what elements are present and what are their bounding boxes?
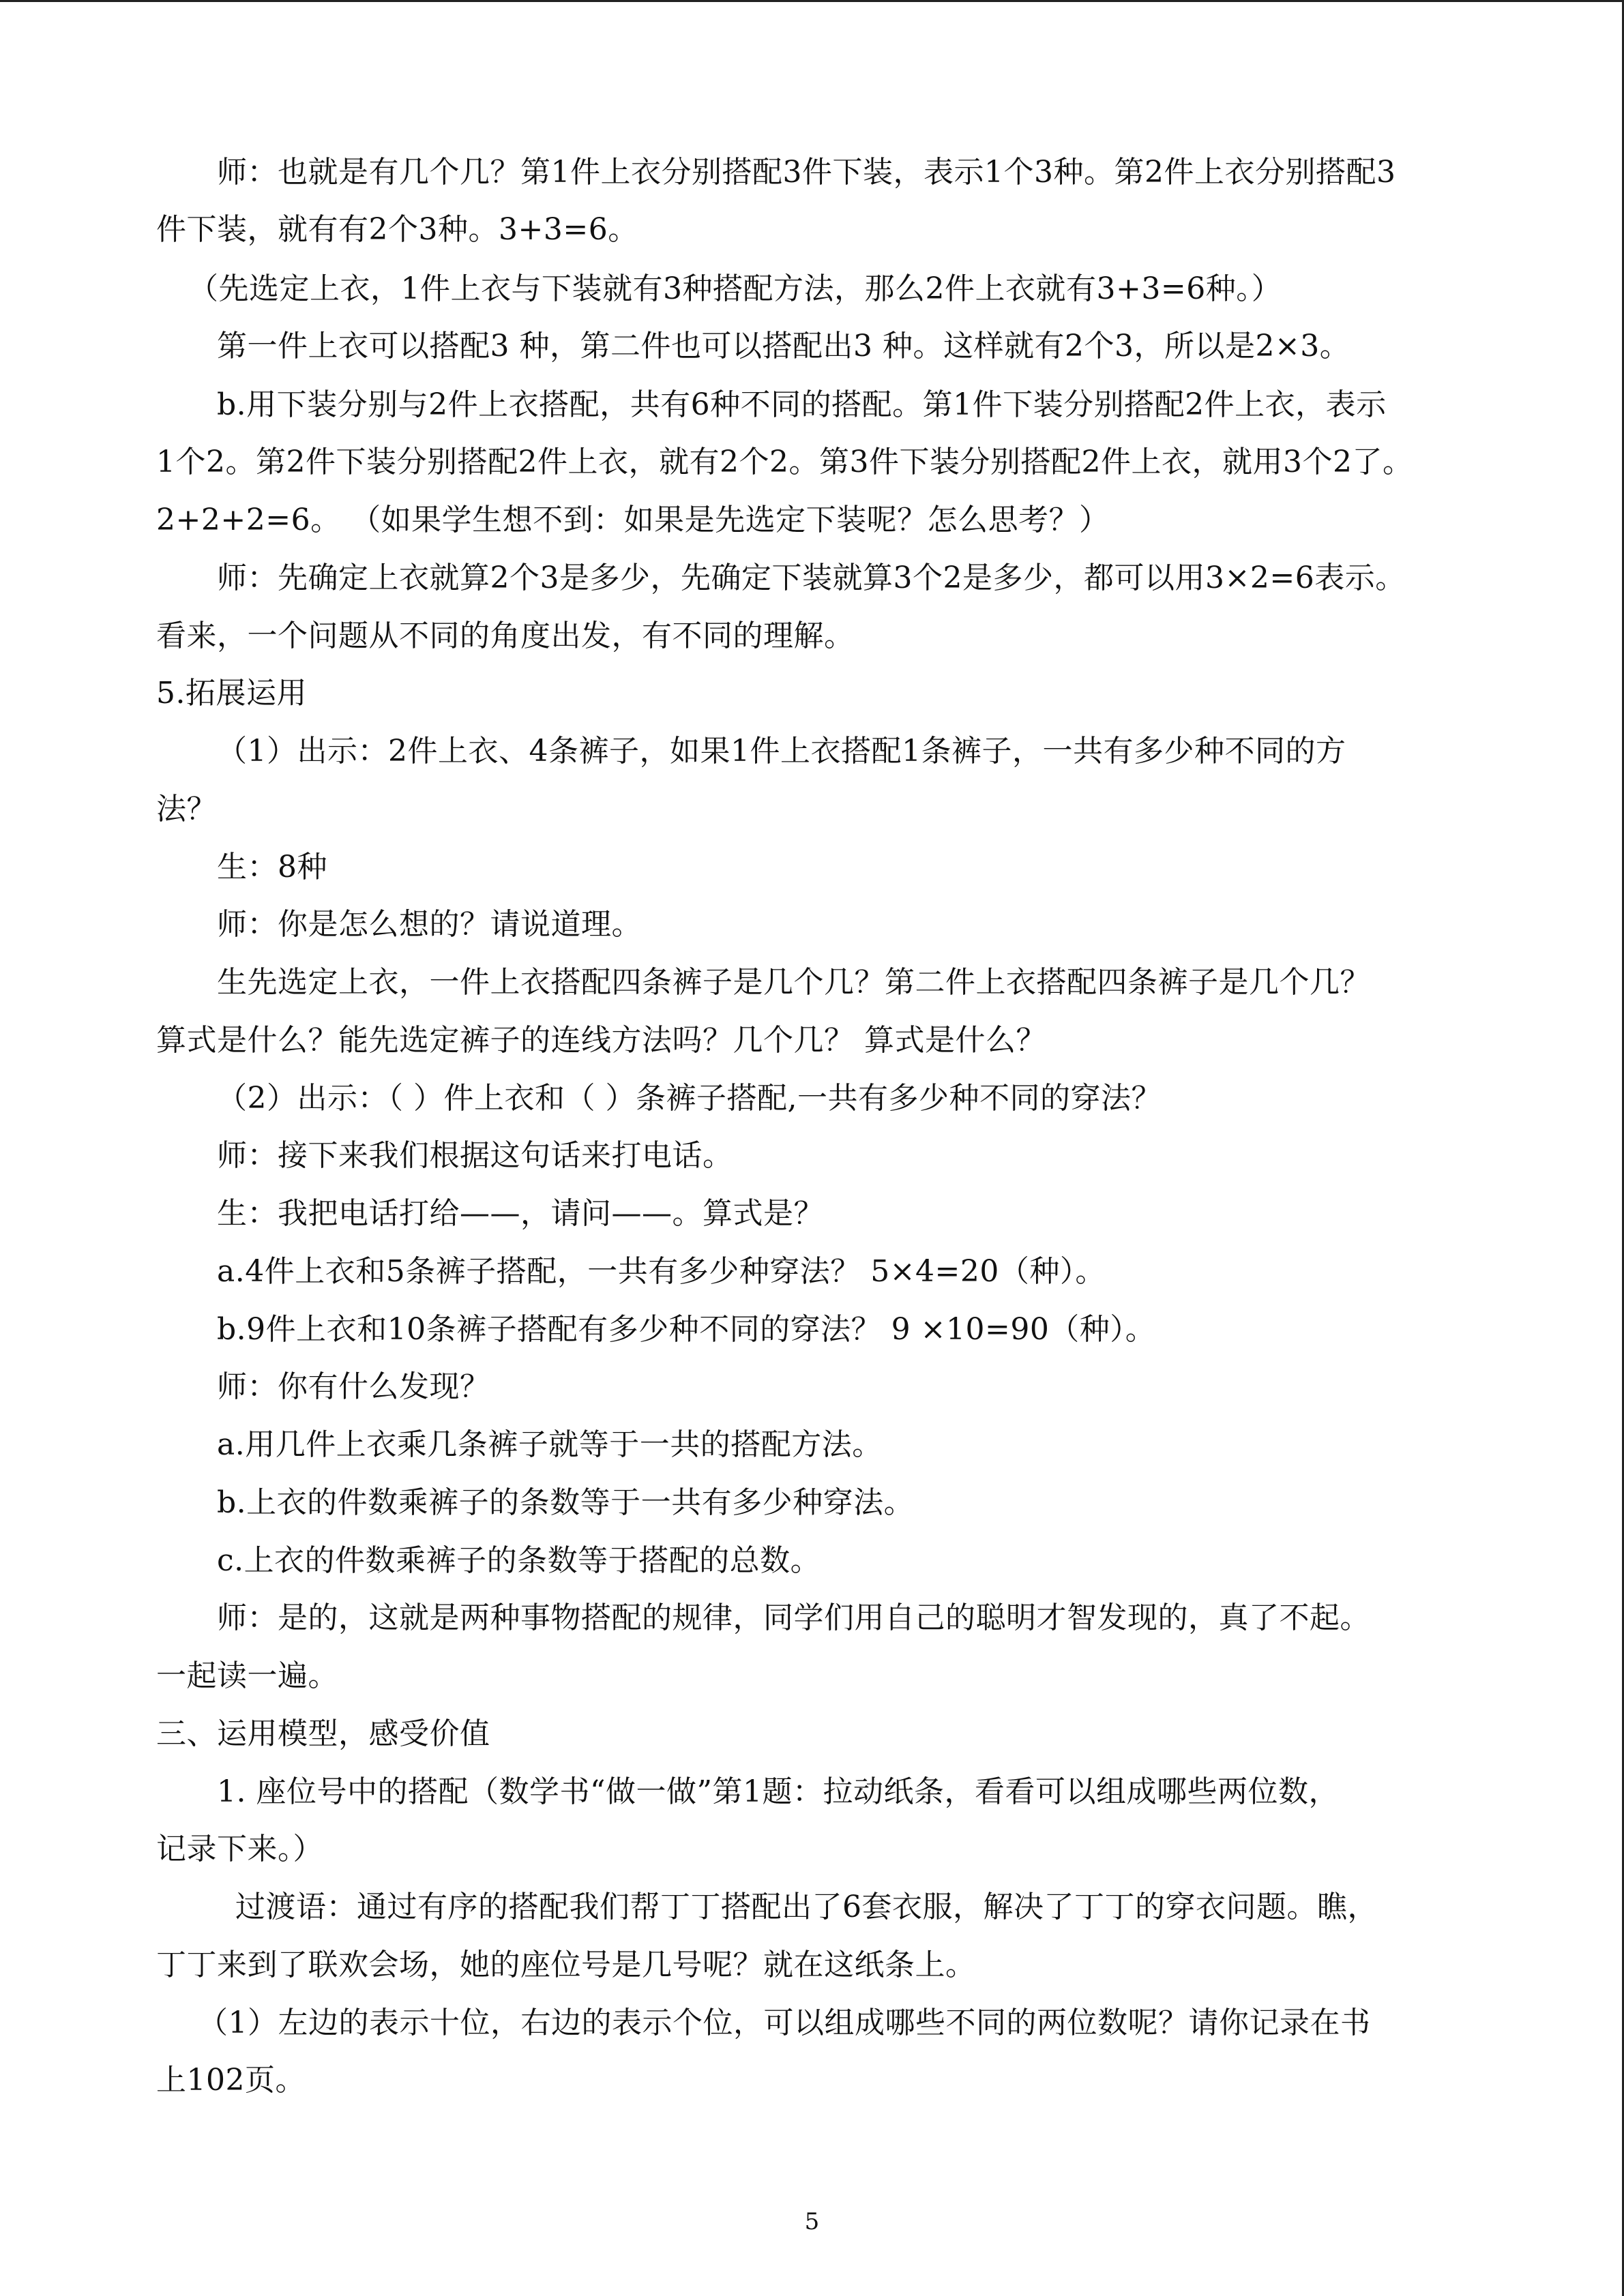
text-line: 生：我把电话打给——，请问——。算式是？ [217, 1196, 824, 1231]
text-line: 看来，一个问题从不同的角度出发，有不同的理解。 [156, 618, 855, 653]
text-line: 1个2。第2件下装分别搭配2件上衣，就有2个2。第3件下装分别搭配2件上衣，就用3个2了。 [156, 445, 1413, 479]
text-line: b.上衣的件数乘裤子的条数等于一共有多少种穿法。 [217, 1485, 915, 1520]
text-line: 师：你有什么发现？ [217, 1369, 490, 1404]
text-line: 师：接下来我们根据这句话来打电话。 [217, 1138, 733, 1173]
text-line: （1）出示：2件上衣、4条裤子，如果1件上衣搭配1条裤子，一共有多少种不同的方 [217, 734, 1346, 769]
text-line: a.4件上衣和5条裤子搭配，一共有多少种穿法？ 5×4=20（种）。 [217, 1254, 1106, 1289]
text-line: 记录下来。） [156, 1832, 323, 1866]
text-line: b.9件上衣和10条裤子搭配有多少种不同的穿法？ 9 ×10=90（种）。 [217, 1312, 1156, 1347]
text-line: 算式是什么？能先选定裤子的连线方法吗？几个几？ 算式是什么？ [156, 1023, 1046, 1058]
text-line: （2）出示：（ ）件上衣和（ ）条裤子搭配,一共有多少种不同的穿法？ [217, 1081, 1162, 1116]
text-line: （1）左边的表示十位，右边的表示个位，可以组成哪些不同的两位数呢？请你记录在书 [198, 2006, 1371, 2040]
text-line: 2+2+2=6。 （如果学生想不到：如果是先选定下装呢？怎么思考？） [156, 503, 1110, 537]
section-heading: 5.拓展运用 [156, 676, 307, 711]
page-number: 5 [804, 2208, 820, 2235]
text-line: 师：你是怎么想的？请说道理。 [217, 907, 642, 942]
text-line: 上102页。 [156, 2063, 306, 2098]
text-line: b.用下装分别与2件上衣搭配，共有6种不同的搭配。第1件下装分别搭配2件上衣，表示 [217, 387, 1387, 422]
text-line: 师：是的，这就是两种事物搭配的规律，同学们用自己的聪明才智发现的，真了不起。 [217, 1600, 1370, 1635]
section-heading: 三、运用模型，感受价值 [156, 1716, 490, 1751]
text-line: 师：也就是有几个几？第1件上衣分别搭配3件下装，表示1个3种。第2件上衣分别搭配3 [217, 155, 1396, 190]
text-line: 生：8种 [217, 850, 327, 884]
text-line: a.用几件上衣乘几条裤子就等于一共的搭配方法。 [217, 1427, 883, 1462]
text-line: 生先选定上衣，一件上衣搭配四条裤子是几个几？第二件上衣搭配四条裤子是几个几？ [217, 965, 1370, 1000]
top-border [0, 0, 1624, 2]
text-line: 师：先确定上衣就算2个3是多少，先确定下装就算3个2是多少，都可以用3×2=6表示。 [217, 561, 1406, 595]
text-line: 过渡语：通过有序的搭配我们帮丁丁搭配出了6套衣服，解决了丁丁的穿衣问题。瞧， [235, 1890, 1378, 1924]
text-line: 法？ [156, 792, 217, 826]
text-line: c.上衣的件数乘裤子的条数等于搭配的总数。 [217, 1543, 821, 1578]
text-line: 一起读一遍。 [156, 1658, 338, 1693]
text-line: 件下装，就有有2个3种。3+3=6。 [156, 212, 638, 247]
text-line: 1. 座位号中的搭配（数学书“做一做”第1题：拉动纸条，看看可以组成哪些两位数， [217, 1774, 1339, 1809]
text-line: （先选定上衣，1件上衣与下装就有3种搭配方法，那么2件上衣就有3+3=6种。） [188, 271, 1282, 306]
text-line: 丁丁来到了联欢会场，她的座位号是几号呢？就在这纸条上。 [156, 1948, 976, 1982]
text-line: 第一件上衣可以搭配3 种，第二件也可以搭配出3 种。这样就有2个3，所以是2×3。 [217, 329, 1350, 363]
